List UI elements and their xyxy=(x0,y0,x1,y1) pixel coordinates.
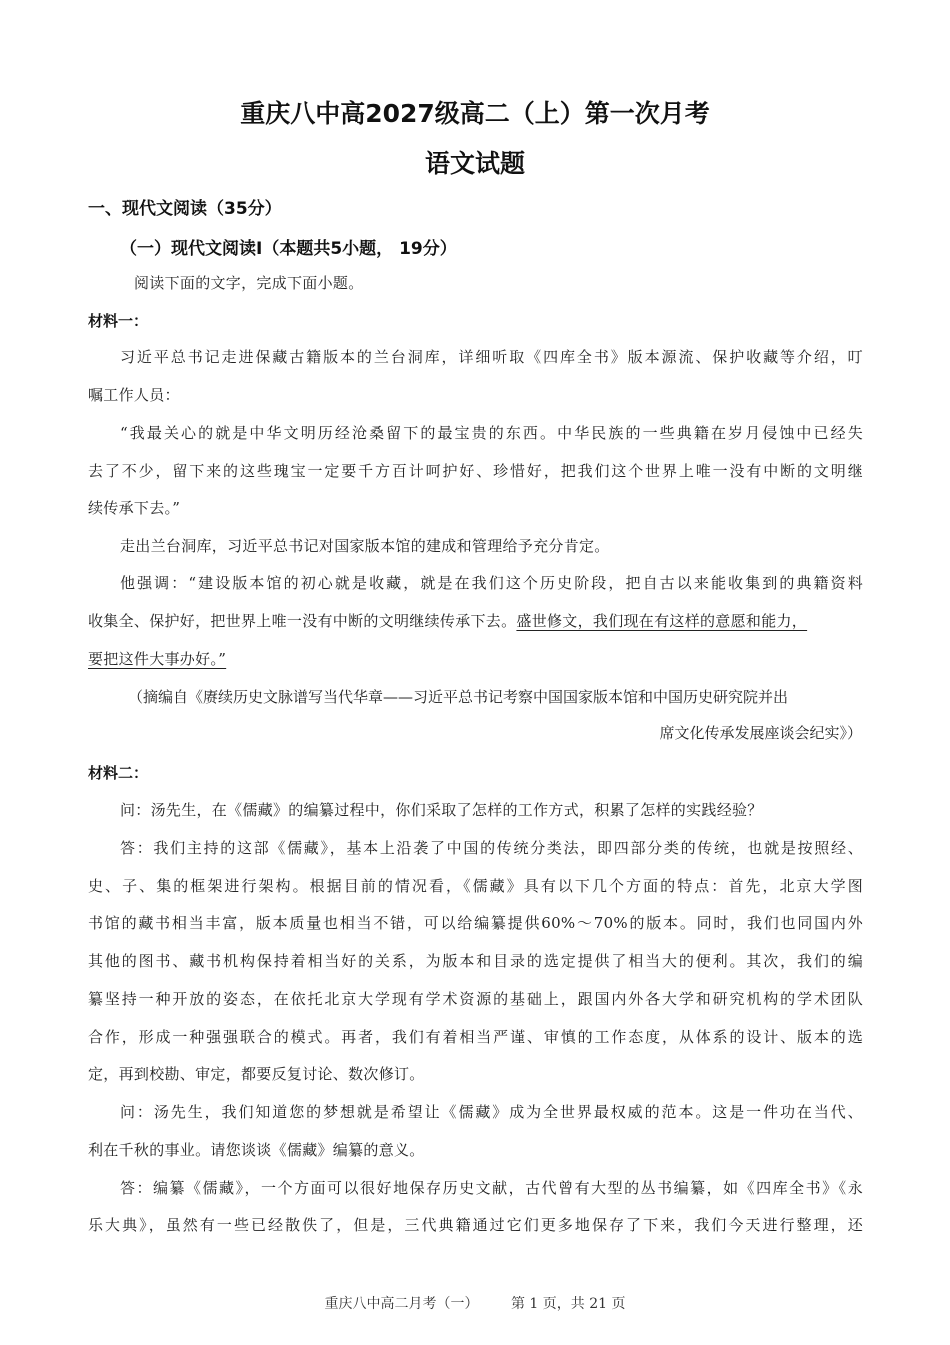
paragraph-line: 走出兰台洞库，习近平总书记对国家版本馆的建成和管理给予充分肯定。 xyxy=(120,537,610,555)
paragraph-line: 去了不少，留下来的这些瑰宝一定要千方百计呵护好、珍惜好，把我们这个世界上唯一没有中断的文明继 xyxy=(88,462,863,480)
source-citation-line-1: （摘编自《赓续历史文脉谱写当代华章——习近平总书记考察中国国家版本馆和中国历史研究院并出 xyxy=(128,688,789,706)
material-2-label: 材料二： xyxy=(88,764,149,782)
paragraph-line: 续传承下去。” xyxy=(88,499,181,517)
exam-title: 重庆八中高2027级高二（上）第一次月考 xyxy=(240,99,710,128)
paragraph-line: 习近平总书记走进保藏古籍版本的兰台洞库，详细听取《四库全书》版本源流、保护收藏等介绍，叮 xyxy=(120,348,863,366)
paragraph-line: 答：我们主持的这部《儒藏》，基本上沿袭了中国的传统分类法，即四部分类的传统，也就是按照经、 xyxy=(120,839,863,857)
underlined-sentence: 盛世修文，我们现在有这样的意愿和能力， xyxy=(516,612,808,630)
source-citation-line-2: 席文化传承发展座谈会纪实》） xyxy=(659,724,862,742)
paragraph-line: 问：汤先生，我们知道您的梦想就是希望让《儒藏》成为全世界最权威的范本。这是一件功在当代、 xyxy=(120,1103,863,1121)
page-footer xyxy=(0,1293,950,1313)
paragraph-line: 定，再到校勘、审定，都要反复讨论、数次修订。 xyxy=(88,1065,425,1083)
paragraph-line: 利在千秋的事业。请您谈谈《儒藏》编纂的意义。 xyxy=(88,1141,425,1159)
footer-page-number: 第 1 页，共 21 页 xyxy=(510,1296,626,1312)
section-heading: 一、现代文阅读（35分） xyxy=(88,199,282,219)
paragraph-line: 纂坚持一种开放的姿态，在依托北京大学现有学术资源的基础上，跟国内外各大学和研究机构的学术团队 xyxy=(88,990,863,1008)
paragraph-line: 合作，形成一种强强联合的模式。再者，我们有着相当严谨、审慎的工作态度，从体系的设计、版本的选 xyxy=(88,1028,863,1046)
exam-subtitle: 语文试题 xyxy=(424,149,525,178)
paragraph-line: 答：编纂《儒藏》，一个方面可以很好地保存历史文献，古代曾有大型的丛书编纂，如《四库全书》《永 xyxy=(120,1179,863,1197)
paragraph-line: 书馆的藏书相当丰富，版本质量也相当不错，可以给编纂提供60%～70%的版本。同时，我们也同国内外 xyxy=(88,914,863,932)
material-1-label: 材料一： xyxy=(88,312,149,330)
paragraph-line: “我最关心的就是中华文明历经沧桑留下的最宝贵的东西。中华民族的一些典籍在岁月侵蚀中已经失 xyxy=(120,424,863,442)
instruction-text: 阅读下面的文字，完成下面小题。 xyxy=(134,274,364,292)
paragraph-text: 收集全、保护好，把世界上唯一没有中断的文明继续传承下去。 xyxy=(88,612,517,630)
paragraph-line xyxy=(88,610,807,631)
footer-exam-name: 重庆八中高二月考（一） xyxy=(324,1296,479,1312)
paragraph-line: 乐大典》，虽然有一些已经散佚了，但是，三代典籍通过它们更多地保存了下来，我们今天进行整理，还 xyxy=(88,1216,863,1234)
paragraph-line: 问：汤先生，在《儒藏》的编纂过程中，你们采取了怎样的工作方式，积累了怎样的实践经验？ xyxy=(120,801,763,819)
paragraph-line: 史、子、集的框架进行架构。根据目前的情况看，《儒藏》具有以下几个方面的特点：首先，北京大学图 xyxy=(88,877,863,895)
underlined-sentence-end: 要把这件大事办好。” xyxy=(88,650,227,668)
paragraph-line: 他强调：“建设版本馆的初心就是收藏，就是在我们这个历史阶段，把自古以来能收集到的典籍资料 xyxy=(120,574,863,592)
paragraph-line: 嘱工作人员： xyxy=(88,386,180,404)
paragraph-line: 其他的图书、藏书机构保持着相当好的关系，为版本和目录的选定提供了相当大的便利。其次，我们的编 xyxy=(88,952,863,970)
subsection-heading: （一）现代文阅读I（本题共5小题， 19分） xyxy=(120,239,457,259)
